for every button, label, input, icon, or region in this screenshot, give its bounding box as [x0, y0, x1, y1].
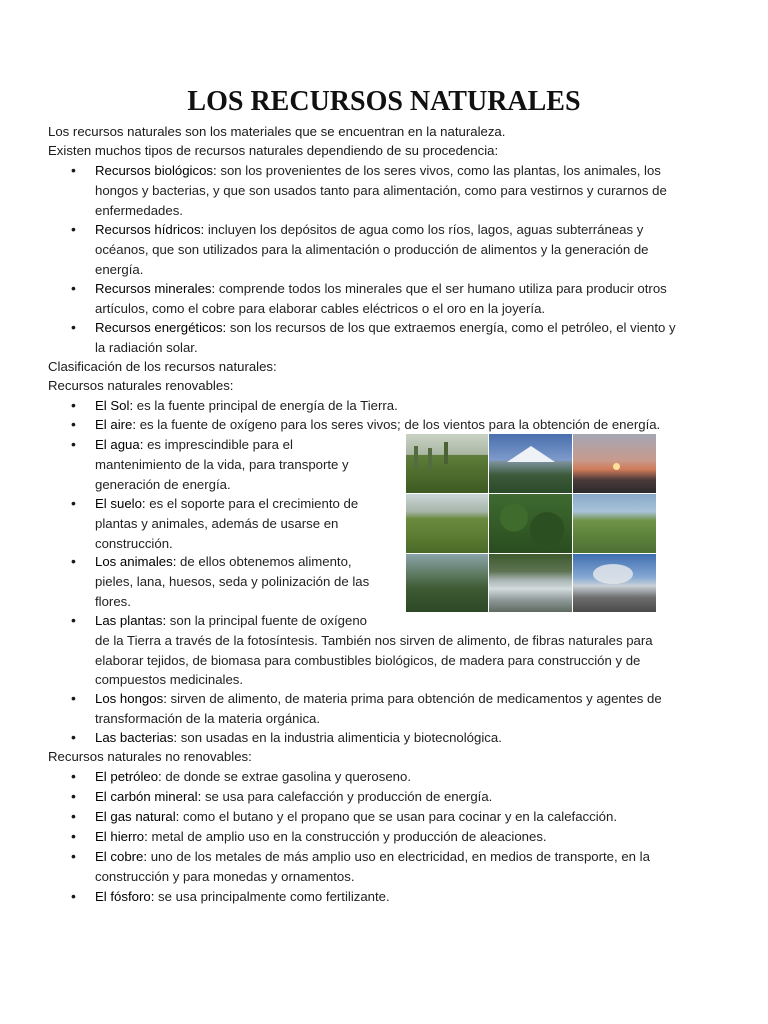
bullet-text: elaborar tejidos, de biomasa para combustibles biológicos, de madera para construcción y de — [95, 652, 641, 668]
bullet-text: uno de los metales de más amplio uso en electricidad, en medios de transporte, en la — [150, 849, 650, 864]
list-item — [95, 161, 715, 220]
bullet-text: es el soporte para el crecimiento de — [149, 496, 359, 511]
classification-heading: Clasificación de los recursos naturales: — [48, 359, 277, 374]
volcano-photo — [489, 434, 572, 493]
list-item — [95, 552, 395, 611]
bullet-term: Los hongos: — [95, 691, 167, 706]
bullet-text: es imprescindible para el — [147, 437, 293, 452]
bullet-text: pieles, lana, huesos, seda y polinización de las — [95, 573, 370, 589]
bullet-term: El petróleo: — [95, 769, 162, 784]
bullet-text: flores. — [95, 593, 131, 609]
list-item — [95, 415, 715, 435]
bullet-term: Recursos biológicos: — [95, 163, 217, 178]
bullet-text: son usadas en la industria alimenticia y biotecnológica. — [180, 730, 502, 745]
bullet-text: generación de energía. — [95, 476, 231, 492]
bullet-text: son los provenientes de los seres vivos, como las plantas, los animales, los — [220, 163, 661, 178]
bullet-term: Recursos energéticos: — [95, 320, 227, 335]
list-item — [95, 220, 715, 279]
list-item — [95, 887, 715, 907]
list-item — [95, 847, 715, 887]
list-item — [95, 807, 715, 827]
grassland-photo — [406, 434, 488, 493]
bullet-text: es la fuente de oxígeno para los seres vivos; de los vientos para la obtención de energía. — [139, 417, 661, 432]
types-heading: Existen muchos tipos de recursos naturales dependiendo de su procedencia: — [48, 143, 499, 158]
bullet-term: Las plantas: — [95, 613, 167, 628]
list-item — [95, 728, 715, 748]
bullet-text: construcción. — [95, 535, 173, 551]
bullet-text: transformación de la materia orgánica. — [95, 710, 321, 726]
bullet-term: El carbón mineral: — [95, 789, 202, 804]
bullet-text: compuestos medicinales. — [95, 672, 244, 688]
list-item — [95, 435, 395, 494]
bullet-text: construcción y para monedas y ornamentos. — [95, 868, 355, 884]
bullet-text: es la fuente principal de energía de la Tierra. — [136, 398, 398, 413]
bullet-text: de ellos obtenemos alimento, — [180, 554, 352, 569]
list-item — [95, 827, 715, 847]
nonrenewable-heading: Recursos naturales no renovables: — [48, 749, 252, 764]
list-item — [95, 396, 715, 416]
list-item — [95, 787, 715, 807]
bullet-term: El Sol: — [95, 398, 134, 413]
bullet-term: Las bacterias: — [95, 730, 178, 745]
bullet-term: El fósforo: — [95, 889, 155, 904]
bullet-text: como el butano y el propano que se usan para cocinar y en la calefacción. — [182, 809, 617, 824]
bullet-text: enfermedades. — [95, 202, 183, 218]
sunset-photo — [573, 434, 656, 493]
bullet-term: El hierro: — [95, 829, 148, 844]
mountain-photo — [573, 554, 656, 612]
bullet-term: El suelo: — [95, 496, 146, 511]
list-item — [95, 279, 715, 319]
bullet-term: El gas natural: — [95, 809, 180, 824]
jungle-photo — [489, 494, 572, 553]
bullet-text: son los recursos de los que extraemos energía, como el petróleo, el viento y — [229, 320, 676, 335]
bullet-term: Recursos hídricos: — [95, 222, 205, 237]
list-item — [95, 767, 715, 787]
bullet-text: artículos, como el cobre para elaborar cables eléctricos o el oro en la joyería. — [95, 300, 546, 316]
bullet-text: hongos y bacterias, y que son usados tanto para alimentación, como para vestirnos y curarnos de — [95, 182, 667, 198]
bullet-text: la radiación solar. — [95, 339, 198, 355]
forest-photo — [406, 554, 488, 612]
list-item — [95, 494, 395, 553]
bullet-text: son la principal fuente de oxígeno — [169, 613, 368, 628]
page-title: LOS RECURSOS NATURALES — [187, 86, 581, 117]
bullet-text: de la Tierra a través de la fotosíntesis. También nos sirven de alimento, de fibras naturales para — [95, 632, 653, 648]
bullet-text: metal de amplio uso en la construcción y producción de aleaciones. — [151, 829, 547, 844]
bullet-term: El aire: — [95, 417, 137, 432]
bullet-text: sirven de alimento, de materia prima para obtención de medicamentos y agentes de — [170, 691, 662, 706]
bullet-text: comprende todos los minerales que el ser humano utiliza para producir otros — [218, 281, 667, 296]
bullet-text: se usa principalmente como fertilizante. — [158, 889, 390, 904]
bullet-text: océanos, que son utilizados para la alimentación o producción de alimentos y la generación de — [95, 241, 649, 257]
bullet-text: energía. — [95, 261, 144, 277]
renewable-heading: Recursos naturales renovables: — [48, 378, 234, 393]
bullet-text: mantenimiento de la vida, para transporte y — [95, 456, 349, 472]
river-photo — [489, 554, 572, 612]
bullet-term: Recursos minerales: — [95, 281, 216, 296]
bullet-term: Los animales: — [95, 554, 177, 569]
natural-resources-photo-collage — [406, 434, 658, 612]
bullet-term: El agua: — [95, 437, 144, 452]
meadow-photo — [406, 494, 488, 553]
intro-text: Los recursos naturales son los materiales que se encuentran en la naturaleza. — [48, 124, 506, 139]
bullet-text: plantas y animales, además de usarse en — [95, 515, 339, 531]
plains-photo — [573, 494, 656, 553]
list-item — [95, 611, 715, 690]
bullet-text: se usa para calefacción y producción de energía. — [204, 789, 493, 804]
list-item — [95, 318, 715, 358]
bullet-term: El cobre: — [95, 849, 148, 864]
bullet-text: incluyen los depósitos de agua como los ríos, lagos, aguas subterráneas y — [207, 222, 644, 237]
list-item — [95, 689, 715, 729]
bullet-text: de donde se extrae gasolina y queroseno. — [165, 769, 412, 784]
